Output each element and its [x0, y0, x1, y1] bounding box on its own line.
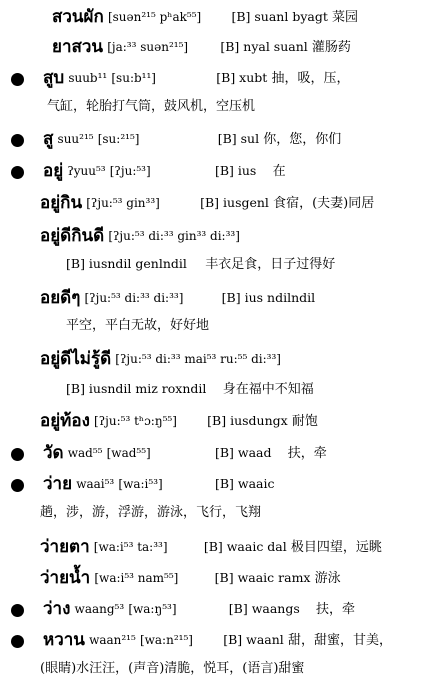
gloss: 你，您，你们 [263, 132, 342, 147]
gloss: 在 [272, 164, 286, 179]
thai-headword: อยู่ [43, 161, 64, 181]
bouyei-form: [B] iusgenl [200, 195, 269, 210]
pronunciation: [wa:i⁵³ nam⁵⁵] [94, 571, 179, 585]
pronunciation: [wa:i⁵³] [118, 477, 163, 491]
thai-headword: ว่าย [43, 474, 73, 494]
bouyei-form: [B] nyal suanl [220, 39, 308, 54]
thai-headword: ว่ายน้ำ [40, 568, 91, 588]
gloss-continuation: 趟，涉，游，浮游，游泳，飞行，飞翔 [40, 505, 262, 520]
pronunciation: [wa:ŋ⁵³] [128, 602, 177, 616]
bullet-icon [11, 73, 24, 86]
bouyei-form: [B] ius ndilndil [221, 290, 316, 305]
bullet-icon [11, 635, 24, 648]
pronunciation: [suən²¹⁵ pʰak⁵⁵] [107, 10, 202, 24]
thai-headword: อยู่ดีกินดี [40, 226, 105, 246]
entry-wat [43, 444, 327, 463]
thai-headword: ว่ายตา [40, 537, 90, 557]
pronunciation: [ʔju:⁵³ di:³³ gin³³ di:³³] [108, 229, 240, 243]
entry-waai [43, 475, 274, 494]
thai-headword: ยาสวน [52, 37, 104, 57]
gloss: 身在福中不知福 [222, 382, 314, 397]
thai-headword: หวาน [43, 630, 85, 650]
bullet-icon [11, 134, 24, 147]
pronunciation: [ʔju:⁵³ tʰɔ:ŋ⁵⁵] [94, 414, 177, 428]
bouyei-form: [B] waaic dal [203, 539, 287, 554]
bouyei-form: [B] waaic [214, 476, 275, 491]
bouyei-form: [B] iusndil miz roxndil [66, 381, 207, 396]
bouyei-form: [B] waangs [228, 601, 300, 616]
bouyei-form: [B] suanl byagt [231, 9, 328, 24]
entry-yuu-kin [40, 194, 374, 213]
gloss: 甜，甜蜜，甘美， [287, 633, 392, 648]
entry-yuu-dii-kin-dii-detail [66, 255, 335, 274]
gloss: 丰衣足食，日子过得好 [205, 257, 336, 272]
entry-yuu-dii-dii [40, 289, 315, 308]
thai-headword: อยู่ท้อง [40, 411, 90, 431]
gloss: 食宿，(夫妻)同居 [273, 196, 375, 211]
thai-headword: ว่าง [43, 599, 71, 619]
bouyei-form: [B] ius [214, 163, 257, 178]
thai-headword: อยู่กิน [40, 193, 83, 213]
entry-ya-suan [52, 38, 351, 57]
gloss: 游泳 [314, 571, 341, 586]
gloss: 极目四望，远眺 [290, 540, 382, 555]
pronunciation: [ja:³³ suən²¹⁵] [107, 40, 189, 54]
entry-waang [43, 600, 355, 619]
entry-suan-phak [52, 8, 358, 27]
entry-waai-nam [40, 569, 341, 588]
bouyei-form: [B] waad [214, 445, 272, 460]
thai-headword: อยู่ดีไม่รู้ดี [40, 349, 112, 369]
entry-waai-taa [40, 538, 382, 557]
pronunciation: [ʔju:⁵³ di:³³ mai⁵³ ru:⁵⁵ di:³³] [115, 352, 281, 366]
bouyei-form: [B] sul [217, 131, 260, 146]
gloss-continuation: 平空，平白无故，好好地 [66, 318, 210, 333]
bouyei-form: [B] waaic ramx [214, 570, 311, 585]
gloss: 扶，牵 [287, 446, 327, 461]
gloss-continuation: 气缸，轮胎打气筒，鼓风机，空压机 [47, 99, 256, 114]
entry-yuu-dii-kin-dii [40, 227, 240, 246]
thai-headword: อยดีๆ [40, 288, 81, 308]
bullet-icon [11, 166, 24, 179]
bouyei-form: [B] waanl [223, 632, 284, 647]
thai-headword: สูบ [43, 68, 65, 88]
gloss-continuation: (眼睛)水汪汪，(声音)清脆，悦耳，(语言)甜蜜 [40, 661, 305, 676]
pronunciation: [su:b¹¹] [111, 71, 156, 85]
pronunciation: [wa:i⁵³ ta:³³] [93, 540, 168, 554]
pronunciation: [wa:n²¹⁵] [139, 633, 193, 647]
gloss: 抽，吸，压， [271, 71, 350, 86]
bullet-icon [11, 479, 24, 492]
bullet-icon [11, 604, 24, 617]
bouyei-form: [B] iusndil genlndil [66, 256, 187, 271]
entry-yuu-dii-mai-ruu-dii-detail [66, 380, 314, 399]
romanization: suub¹¹ [68, 71, 108, 85]
entry-suup [43, 69, 349, 88]
entry-yuu [43, 162, 286, 181]
thai-headword: สวนผัก [52, 7, 104, 27]
gloss: 扶，牵 [316, 602, 356, 617]
romanization: suu²¹⁵ [57, 132, 94, 146]
entry-waan [43, 631, 392, 650]
gloss: 菜园 [332, 10, 359, 25]
pronunciation: [su:²¹⁵] [97, 132, 140, 146]
pronunciation: [ʔju:⁵³] [109, 164, 151, 178]
entry-yuu-thong [40, 412, 318, 431]
gloss: 耐饱 [291, 414, 318, 429]
entry-suu [43, 130, 341, 149]
romanization: wad⁵⁵ [67, 446, 103, 460]
thai-headword: วัด [43, 443, 64, 463]
bouyei-form: [B] iusdungx [207, 413, 288, 428]
pronunciation: [ʔju:⁵³ gin³³] [86, 196, 160, 210]
thai-headword: สู [43, 129, 54, 149]
romanization: waai⁵³ [76, 477, 115, 491]
romanization: ʔyuu⁵³ [67, 164, 106, 178]
entry-yuu-dii-mai-ruu-dii [40, 350, 281, 369]
romanization: waan²¹⁵ [89, 633, 136, 647]
romanization: waang⁵³ [74, 602, 125, 616]
bullet-icon [11, 448, 24, 461]
pronunciation: [wad⁵⁵] [106, 446, 151, 460]
bouyei-form: [B] xubt [216, 70, 268, 85]
gloss: 灌肠药 [311, 40, 351, 55]
pronunciation: [ʔju:⁵³ di:³³ di:³³] [84, 291, 184, 305]
